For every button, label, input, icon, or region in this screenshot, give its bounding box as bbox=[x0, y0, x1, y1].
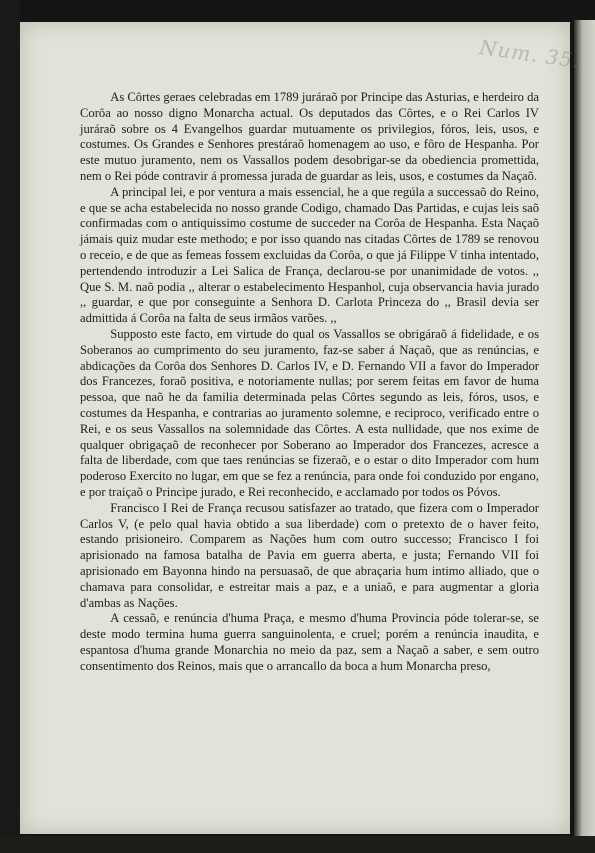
left-dark-margin bbox=[0, 0, 20, 853]
paragraph-3: Supposto este facto, em virtude do qual os Vassallos se obrigáraõ á fidelidade, e os Soberanos ao cumprimento do seu juramento, faz-se saber á Naçaõ, que as renúncias, e abdicações da Corôa dos Senhores D. Carlos IV, e D. Fernando VII a favor do Imperador dos Francezes, foraõ positiva, e notoriamente nullas; por serem feitas em favor de huma pessoa, que naõ he da familia determinada pelas Côrtes segundo as leis, fóros, usos, e costumes da Hespanha, e contrarias ao juramento solemne, e reciproco, verificado entre o Rei, e os seus Vassallos na solemnidade das Côrtes. A esta nullidade, que nos exime de qualquer obrigaçaõ de reconhecer por Soberano ao Imperador dos Francezes, acresce a falta de liberdade, com que taes renúncias se fizeraõ, e o estar o dito Imperador com hum poderoso Exercito no lugar, em que se fez a renúncia, para onde foi conduzido por engano, e por traiçaõ o Principe jurado, e Rei reconhecido, e acclamado por todos os Póvos. bbox=[80, 326, 539, 499]
facing-page-edge bbox=[574, 20, 595, 853]
paragraph-4: Francisco I Rei de França recusou satisfazer ao tratado, que fizera com o Imperador Carlos V, (e pelo qual havia obtido a sua liberdade) com o pretexto de o haver feito, estando prisioneiro. Comparem as Nações hum com outro successo; Francisco I foi aprisionado na famosa batalha de Pavia em guerra aberta, e justa; Fernando VII foi aprisionado em Bayonna hindo na persuasaõ, de que abraçaria hum intimo alliado, que o chamava para consolidar, e estreitar mais a paz, e a uniaõ, e para augmentar a gloria d'ambas as Nações. bbox=[80, 500, 539, 610]
page-number-bleed: Num. 35. bbox=[477, 35, 583, 73]
bottom-dark-margin bbox=[0, 836, 595, 853]
document-body bbox=[80, 90, 539, 674]
paragraph-2: A principal lei, e por ventura a mais essencial, he a que regúla a successaõ do Reino, e que se acha estabelecida no nosso grande Codigo, chamado Das Partidas, e cujas leis saõ confirmadas com o antiquissimo costume de succeder na Corôa de Hespanha. Esta Naçaõ jámais quiz mudar este methodo; e por isso quando nas citadas Côrtes de 1789 se renovou o receio, e de que as femeas fossem excluidas da Corôa, o que já Filippe V tinha intentado, pertendendo introduzir a Lei Salica de França, declarou-se por unanimidade de votos. ,, Que S. M. naõ podia ,, alterar o estabelecimento Hespanhol, cuja observancia havia jurado ,, guardar, e que por conseguinte a Senhora D. Carlota Princeza do ,, Brasil devia ser admittida á Corôa na falta de seus irmãos varões. ,, bbox=[80, 184, 539, 326]
paragraph-5: A cessaõ, e renúncia d'huma Praça, e mesmo d'huma Provincia póde tolerar-se, se deste modo termina huma guerra sanguinolenta, e cruel; porém a renúncia inaudita, e espantosa d'huma grande Monarchia no meio da paz, sem a Naçaõ a saber, e sem outro consentimento dos Reinos, mais que o arrancallo da boca a hum Monarcha preso, bbox=[80, 611, 539, 673]
paragraph-1: As Côrtes geraes celebradas em 1789 juráraõ por Principe das Asturias, e herdeiro da Corôa ao nosso digno Monarcha actual. Os deputados das Côrtes, e o Rei Carlos IV juráraõ sobre os 4 Evangelhos guardar mutuamente os privilegios, fóros, leis, usos, e costumes. Os Grandes e Senhores prestáraõ homenagem ao uso, e fôro de Hespanha. Por este mutuo juramento, nem os Vassallos podem desobrigar-se da obediencia promettida, nem o Rei póde contravir á promessa jurada de guardar as leis, usos, e costumes da Naçaõ. bbox=[80, 90, 539, 183]
